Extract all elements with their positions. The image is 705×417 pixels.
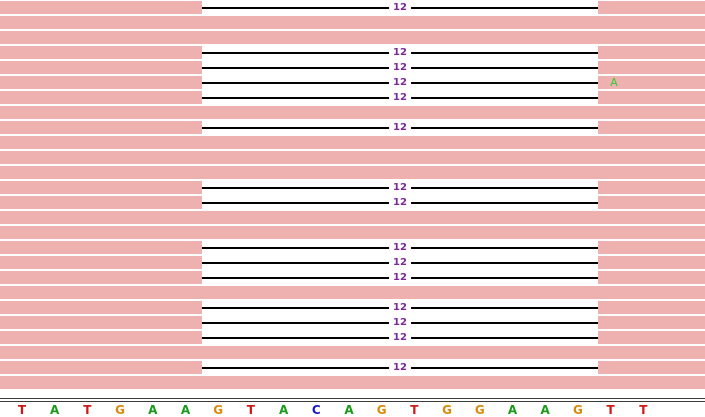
read-row[interactable] (0, 286, 705, 299)
deletion-gap (202, 61, 598, 74)
read-segment (0, 151, 705, 164)
read-segment-left (0, 256, 202, 269)
deletion-length-label: 12 (389, 46, 411, 59)
read-row[interactable] (0, 181, 705, 194)
deletion-length-label: 12 (389, 61, 411, 74)
reference-sequence (0, 403, 705, 417)
reference-base: G (115, 403, 126, 417)
read-row[interactable] (0, 346, 705, 359)
read-segment-left (0, 61, 202, 74)
read-segment-left (0, 331, 202, 344)
read-row[interactable] (0, 31, 705, 44)
read-segment-left (0, 76, 202, 89)
reference-base: A (344, 403, 354, 417)
deletion-length-label: 12 (389, 181, 411, 194)
read-segment-right (598, 46, 705, 59)
read-row[interactable] (0, 211, 705, 224)
read-segment-right (598, 316, 705, 329)
reference-base: A (507, 403, 518, 417)
read-segment-right (598, 361, 705, 374)
read-row[interactable] (0, 256, 705, 269)
reference-divider (0, 401, 705, 402)
reference-base: A (180, 403, 191, 417)
read-segment-right (598, 61, 705, 74)
read-segment (0, 166, 705, 179)
read-segment-left (0, 181, 202, 194)
read-row[interactable] (0, 376, 705, 389)
read-row[interactable] (0, 136, 705, 149)
reference-base: T (17, 403, 27, 417)
deletion-gap (202, 241, 598, 254)
mismatch-base: A (610, 76, 618, 89)
reference-base: G (213, 403, 224, 417)
read-segment (0, 16, 705, 29)
read-row[interactable] (0, 1, 705, 14)
read-segment (0, 346, 705, 359)
read-segment-left (0, 271, 202, 284)
deletion-length-label: 12 (389, 196, 411, 209)
read-segment-left (0, 316, 202, 329)
deletion-length-label: 12 (389, 91, 411, 104)
read-segment (0, 31, 705, 44)
read-row[interactable] (0, 121, 705, 134)
deletion-length-label: 12 (389, 1, 411, 14)
reference-base: T (639, 403, 648, 417)
deletion-gap (202, 361, 598, 374)
read-segment-right (598, 91, 705, 104)
read-segment (0, 376, 705, 389)
read-row[interactable] (0, 46, 705, 59)
read-row[interactable] (0, 331, 705, 344)
read-segment-left (0, 301, 202, 314)
read-segment (0, 226, 705, 239)
read-segment-right (598, 121, 705, 134)
deletion-gap (202, 121, 598, 134)
deletion-gap (202, 91, 598, 104)
read-segment-left (0, 1, 202, 14)
read-segment-right (598, 331, 705, 344)
read-segment-left (0, 361, 202, 374)
deletion-length-label: 12 (389, 241, 411, 254)
deletion-length-label: 12 (389, 256, 411, 269)
read-row[interactable] (0, 91, 705, 104)
deletion-gap (202, 316, 598, 329)
read-row[interactable] (0, 361, 705, 374)
deletion-length-label: 12 (389, 361, 411, 374)
read-row[interactable] (0, 196, 705, 209)
reference-base: G (442, 403, 453, 417)
read-segment-right (598, 301, 705, 314)
deletion-length-label: 12 (389, 316, 411, 329)
read-row[interactable] (0, 241, 705, 254)
reference-base: C (311, 403, 321, 417)
read-segment (0, 211, 705, 224)
read-segment-left (0, 121, 202, 134)
read-segment-right (598, 241, 705, 254)
deletion-gap (202, 301, 598, 314)
reference-base: G (376, 403, 387, 417)
deletion-length-label: 12 (389, 271, 411, 284)
deletion-length-label: 12 (389, 76, 411, 89)
read-segment-left (0, 241, 202, 254)
read-segment-right (598, 196, 705, 209)
reference-base: T (83, 403, 92, 417)
read-segment-right (598, 181, 705, 194)
read-segment-right (598, 256, 705, 269)
read-segment-right (598, 1, 705, 14)
reference-base: A (540, 403, 550, 417)
reference-base: A (50, 403, 60, 417)
read-segment (0, 106, 705, 119)
read-segment-left (0, 196, 202, 209)
reference-base: G (474, 403, 485, 417)
read-row[interactable] (0, 16, 705, 29)
read-row[interactable] (0, 301, 705, 314)
reference-base: A (278, 403, 289, 417)
deletion-length-label: 12 (389, 301, 411, 314)
deletion-gap (202, 256, 598, 269)
read-row[interactable] (0, 151, 705, 164)
read-row[interactable] (0, 76, 705, 89)
reference-base: G (572, 403, 583, 417)
read-segment-right (598, 271, 705, 284)
deletion-gap (202, 76, 598, 89)
reference-base: T (410, 403, 419, 417)
read-segment-left (0, 46, 202, 59)
reference-divider (0, 398, 705, 399)
deletion-gap (202, 331, 598, 344)
read-row[interactable] (0, 106, 705, 119)
deletion-gap (202, 271, 598, 284)
deletion-length-label: 12 (389, 331, 411, 344)
read-segment-left (0, 91, 202, 104)
deletion-gap (202, 46, 598, 59)
deletion-gap (202, 1, 598, 14)
read-segment (0, 136, 705, 149)
read-row[interactable] (0, 166, 705, 179)
reference-base: A (148, 403, 158, 417)
deletion-gap (202, 181, 598, 194)
read-row[interactable] (0, 316, 705, 329)
reference-base: T (606, 403, 615, 417)
read-segment (0, 286, 705, 299)
reference-base: T (246, 403, 255, 417)
read-row[interactable] (0, 61, 705, 74)
deletion-gap (202, 196, 598, 209)
read-row[interactable] (0, 271, 705, 284)
deletion-length-label: 12 (389, 121, 411, 134)
read-row[interactable] (0, 226, 705, 239)
